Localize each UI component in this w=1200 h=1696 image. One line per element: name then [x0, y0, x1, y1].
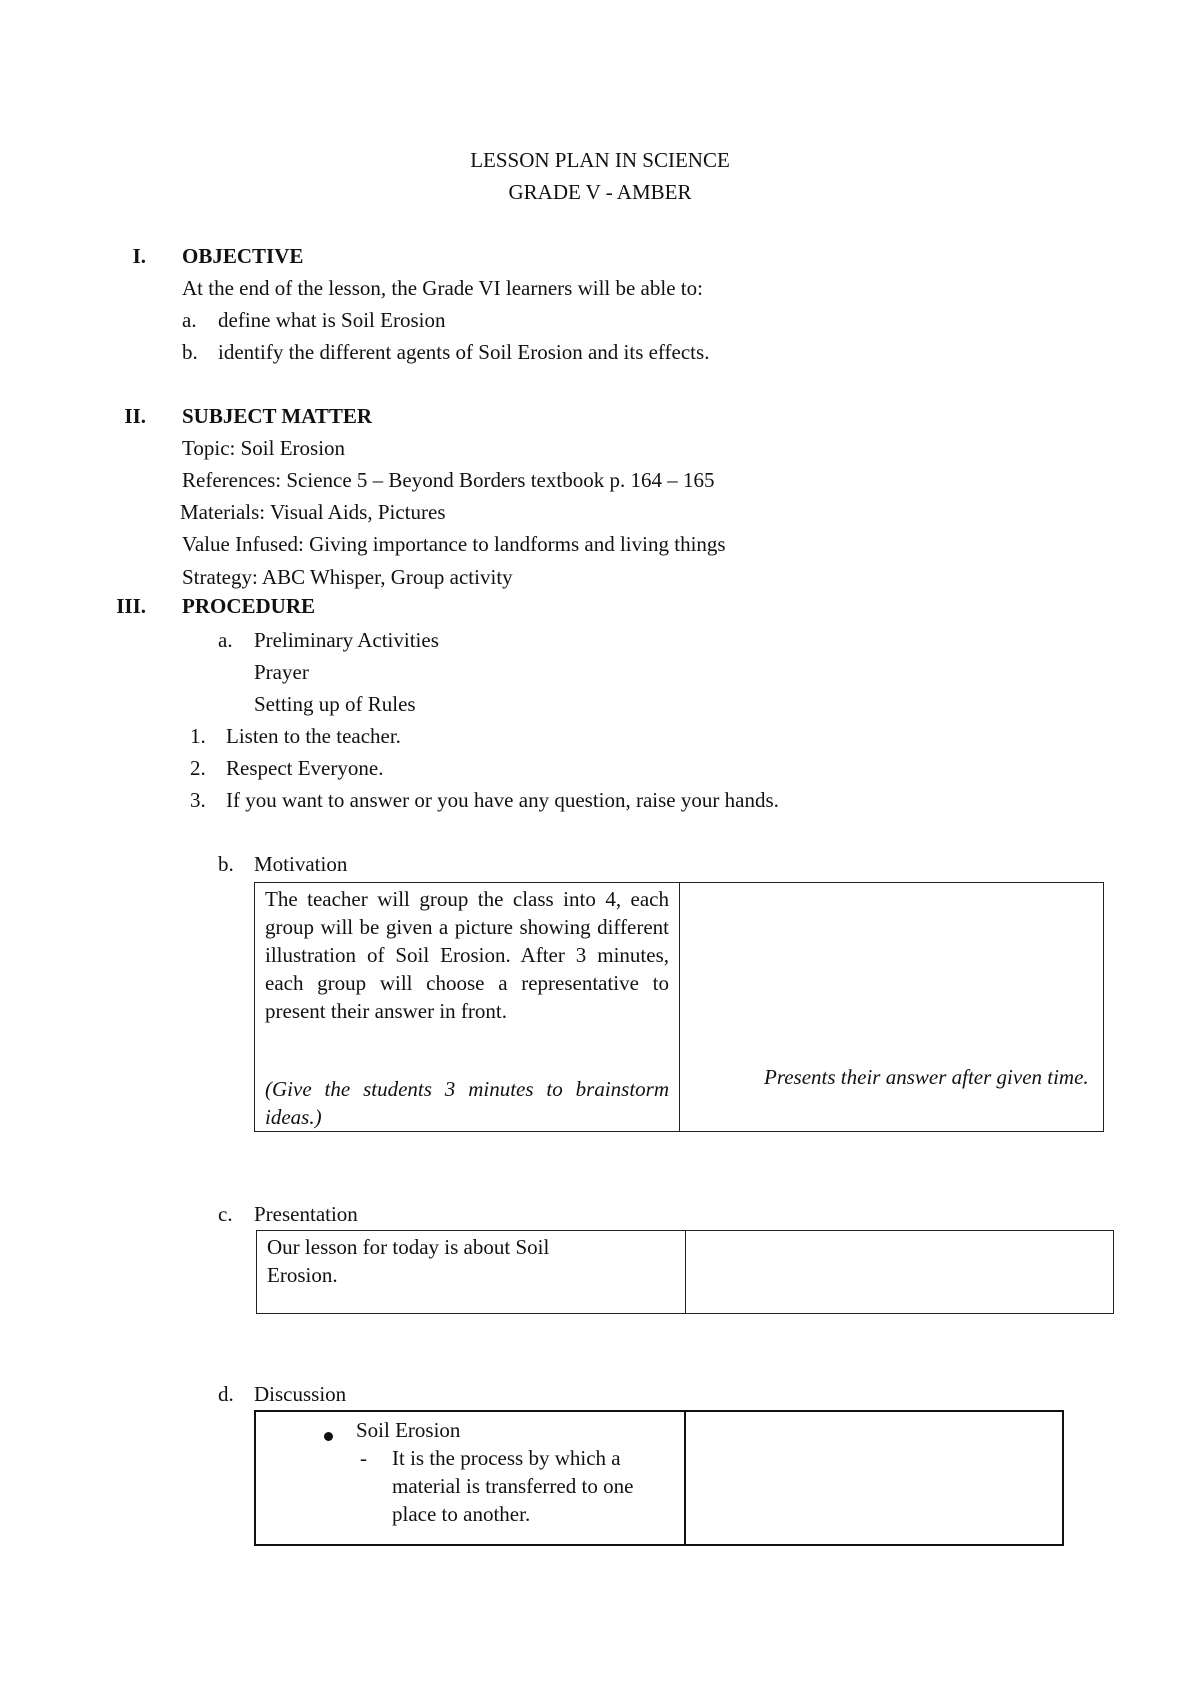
motivation-student-text: Presents their answer after given time.	[764, 1065, 1089, 1089]
motivation-table	[254, 882, 1104, 1132]
rule-1: Listen to the teacher.	[226, 724, 401, 748]
presentation-table	[256, 1230, 1114, 1314]
presentation-student-cell	[686, 1231, 1114, 1314]
presentation-mark: c.	[218, 1202, 233, 1226]
discussion-mark: d.	[218, 1382, 234, 1406]
motivation-label: Motivation	[254, 852, 348, 876]
preliminary-rules-setup: Setting up of Rules	[254, 692, 416, 716]
rule-1-mark: 1.	[190, 724, 206, 748]
subject-references: References: Science 5 – Beyond Borders textbook p. 164 – 165	[182, 468, 715, 492]
objective-item-b: identify the different agents of Soil Erosion and its effects.	[218, 340, 710, 364]
bullet-icon	[324, 1432, 333, 1441]
objective-item-a-mark: a.	[182, 308, 197, 332]
section-number-objective: I.	[132, 244, 146, 268]
subject-materials: Materials: Visual Aids, Pictures	[180, 500, 446, 524]
objective-item-a: define what is Soil Erosion	[218, 308, 446, 332]
motivation-mark: b.	[218, 852, 234, 876]
subject-topic: Topic: Soil Erosion	[182, 436, 346, 460]
section-heading-objective: OBJECTIVE	[182, 244, 304, 268]
section-heading-subject-matter: SUBJECT MATTER	[182, 404, 373, 428]
page-subtitle: GRADE V - AMBER	[508, 180, 692, 204]
discussion-bullet-text: Soil Erosion	[356, 1418, 461, 1442]
preliminary-prayer: Prayer	[254, 660, 309, 684]
rule-2: Respect Everyone.	[226, 756, 384, 780]
preliminary-label: Preliminary Activities	[254, 628, 439, 652]
rule-3-mark: 3.	[190, 788, 206, 812]
objective-item-b-mark: b.	[182, 340, 198, 364]
objective-intro: At the end of the lesson, the Grade VI learners will be able to:	[182, 276, 703, 300]
section-number-subject-matter: II.	[124, 404, 146, 428]
motivation-teacher-note: (Give the students 3 minutes to brainstorm ideas.)	[265, 1077, 669, 1129]
presentation-teacher-cell	[257, 1231, 686, 1314]
subject-strategy: Strategy: ABC Whisper, Group activity	[182, 565, 513, 589]
section-heading-procedure: PROCEDURE	[182, 594, 316, 618]
page-title: LESSON PLAN IN SCIENCE	[470, 148, 730, 172]
discussion-definition: It is the process by which a material is transferred to one place to another.	[392, 1446, 634, 1526]
preliminary-mark: a.	[218, 628, 233, 652]
motivation-teacher-cell	[255, 883, 680, 1132]
presentation-teacher-text: Our lesson for today is about Soil Erosion.	[267, 1235, 550, 1287]
discussion-student-cell	[685, 1411, 1063, 1545]
motivation-student-cell	[680, 883, 1104, 1132]
presentation-label: Presentation	[254, 1202, 358, 1226]
subject-value: Value Infused: Giving importance to landforms and living things	[182, 532, 726, 556]
rule-3: If you want to answer or you have any question, raise your hands.	[226, 788, 779, 812]
discussion-table	[254, 1410, 1064, 1546]
discussion-teacher-cell	[255, 1411, 685, 1545]
discussion-dash: -	[360, 1446, 367, 1470]
discussion-label: Discussion	[254, 1382, 347, 1406]
section-number-procedure: III.	[116, 594, 146, 618]
motivation-teacher-text: The teacher will group the class into 4, each group will be given a picture showing different illustration of Soil Erosion. After 3 minutes, each group will choose a representative to present their answer in front.	[265, 887, 669, 1023]
rule-2-mark: 2.	[190, 756, 206, 780]
